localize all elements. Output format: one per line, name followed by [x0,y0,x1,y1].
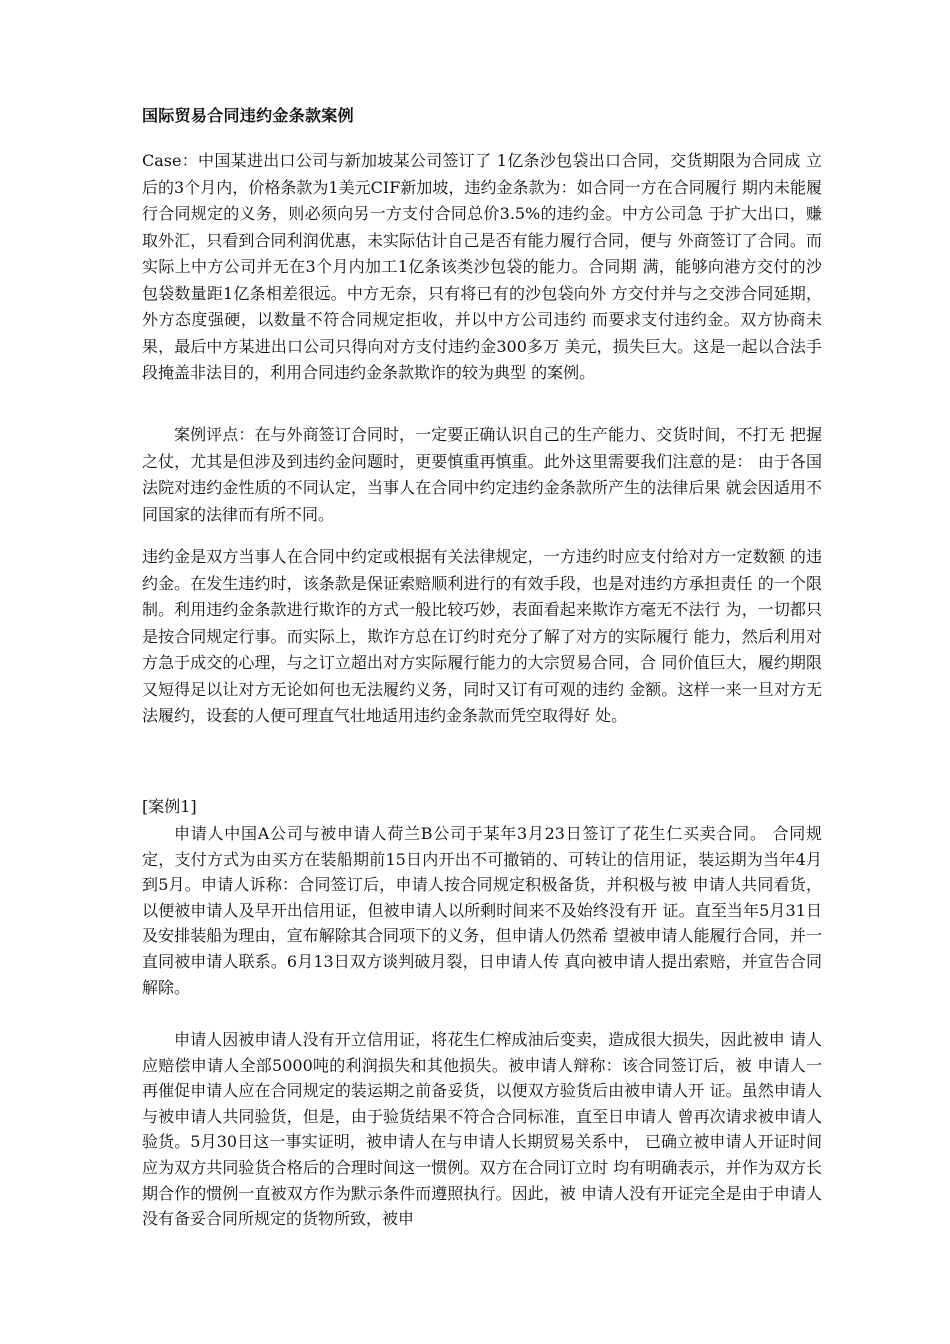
paragraph-case-1-facts: 申请人中国A公司与被申请人荷兰B公司于某年3月23日签订了花生仁买卖合同。 合同规定，支付方式为由买方在装船期前15日内开出不可撤销的、可转让的信用证，装运期为当年4月到5月。申请人诉称：合同签订后，申请人按合同规定积极备货，并积极与被 申请人共同看货，以便被申请人及早开出信用证，但被申请人以所剩时间来不及始终没有开 证。直至当年5月31日及安排装船为理由，宣布解除其合同项下的义务，但申请人仍然希 望被申请人能履行合同，并一直同被申请人联系。6月13日双方谈判破月裂，日申请人传 真向被申请人提出索赔，并宣告合同解除。 [142,824,822,997]
paragraph-case-intro: Case：中国某进出口公司与新加坡某公司签订了 1亿条沙包袋出口合同，交货期限为合同成 立后的3个月内，价格条款为1美元CIF新加坡，违约金条款为：如合同一方在合同履行 期内未能履行合同规定的义务，则必须向另一方支付合同总价3.5%的违约金。中方公司急 于扩大出口，赚取外汇，只看到合同利润优惠，未实际估计自己是否有能力履行合同，便与 外商签订了合同。而实际上中方公司并无在3个月内加工1亿条该类沙包袋的能力。合同期 满，能够向港方交付的沙包袋数量距1亿条相差很远。中方无奈，只有将已有的沙包袋向外 方交付并与之交涉合同延期，外方态度强硬，以数量不符合同规定拒收，并以中方公司违约 而要求支付违约金。双方协商未果，最后中方某进出口公司只得向对方支付违约金300多万 美元，损失巨大。这是一起以合法手段掩盖非法目的，利用合同违约金条款欺诈的较为典型 的案例。 [142,151,822,382]
paragraph-case-comment: 案例评点：在与外商签订合同时，一定要正确认识自己的生产能力、交货时间，不打无 把握之仗，尤其是但涉及到违约金问题时，更要慎重再慎重。此外这里需要我们注意的是： 由于各国法院对违约金性质的不同认定，当事人在合同中约定违约金条款所产生的法律后果 就会因适用不同国家的法律而有所不同。 [142,425,822,524]
case-1-heading: [案例1] [142,797,197,816]
paragraph-penalty-definition: 违约金是双方当事人在合同中约定或根据有关法律规定，一方违约时应支付给对方一定数额 的违约金。在发生违约时，该条款是保证索赔顺利进行的有效手段，也是对违约方承担责任 的一个限制。利用违约金条款进行欺诈的方式一般比较巧妙，表面看起来欺诈方毫无不法行 为，一切都只是按合同规定行事。而实际上，欺诈方总在订约时充分了解了对方的实际履行 能力，然后利用对方急于成交的心理，与之订立超出对方实际履行能力的大宗贸易合同，合 同价值巨大，履约期限又短得足以让对方无论如何也无法履约义务，同时又订有可观的违约 金额。这样一来一旦对方无法履约，设套的人便可理直气壮地适用违约金条款而凭空取得好 处。 [142,547,822,725]
document-title: 国际贸易合同违约金条款案例 [142,106,354,125]
paragraph-case-1-arguments: 申请人因被申请人没有开立信用证，将花生仁榨成油后变卖，造成很大损失，因此被申 请人应赔偿申请人全部5000吨的利润损失和其他损失。被申请人辩称：该合同签订后，被 申请人一再催促申请人应在合同规定的装运期之前备妥货，以便双方验货后由被申请人开 证。虽然申请人与被申请人共同验货，但是，由于验货结果不符合合同标准，直至日申请人 曾再次请求被申请人验货。5月30日这一事实证明，被申请人在与申请人长期贸易关系中， 已确立被申请人开证时间应为双方共同验货合格后的合理时间这一惯例。双方在合同订立时 均有明确表示，并作为双方长期合作的惯例一直被双方作为默示条件而遵照执行。因此，被 申请人没有开证完全是由于申请人没有备妥合同所规定的货物所致，被申 [142,1030,822,1229]
